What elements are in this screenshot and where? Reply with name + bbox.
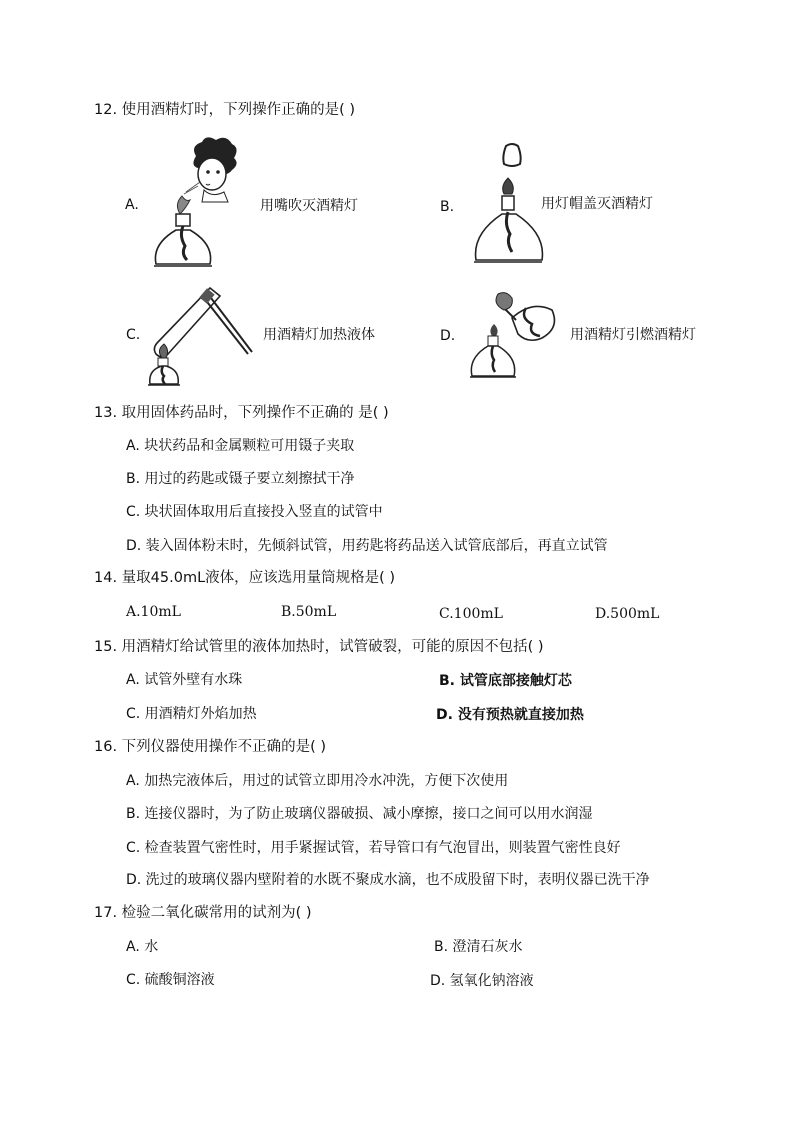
q17-option-a: A. 水 [126, 939, 159, 955]
q12-stem: 12. 使用酒精灯时，下列操作正确的是( ) [94, 102, 356, 118]
q15-option-d: D. 没有预热就直接加热 [436, 707, 584, 723]
q14-stem: 14. 量取45.0mL液体，应该选用量筒规格是( ) [94, 570, 396, 586]
q12-option-b-letter: B. [440, 199, 455, 215]
q12-option-a-letter: A. [125, 197, 139, 213]
q12-option-d-letter: D. [440, 328, 456, 344]
q12-option-c-caption: 用酒精灯加热液体 [263, 327, 375, 343]
q17-option-d: D. 氢氧化钠溶液 [430, 973, 534, 989]
q12-option-d-caption: 用酒精灯引燃酒精灯 [570, 327, 696, 343]
q16-stem: 16. 下列仪器使用操作不正确的是( ) [94, 739, 327, 755]
q13-option-b: B. 用过的药匙或镊子要立刻擦拭干净 [126, 471, 355, 487]
q12-option-b-caption: 用灯帽盖灭酒精灯 [541, 196, 653, 212]
q15-stem: 15. 用酒精灯给试管里的液体加热时，试管破裂，可能的原因不包括( ) [94, 639, 544, 655]
q17-option-c: C. 硫酸铜溶液 [126, 972, 215, 988]
q16-option-a: A. 加热完液体后，用过的试管立即用冷水冲洗，方便下次使用 [126, 773, 509, 789]
q14-option-a: A.10mL [126, 604, 181, 620]
q15-option-a: A. 试管外壁有水珠 [126, 672, 243, 688]
blow-out-lamp-illustration [146, 136, 256, 276]
q17-stem: 17. 检验二氧化碳常用的试剂为( ) [94, 905, 312, 921]
q16-option-d: D. 洗过的玻璃仪器内壁附着的水既不聚成水滴，也不成股留下时，表明仪器已洗干净 [126, 872, 650, 888]
heat-test-tube-illustration [146, 284, 256, 389]
q14-option-b: B.50mL [281, 604, 337, 620]
q15-option-b: B. 试管底部接触灯芯 [439, 673, 572, 689]
q15-option-c: C. 用酒精灯外焰加热 [126, 706, 257, 722]
q17-option-b: B. 澄清石灰水 [434, 939, 523, 955]
q12-option-c-letter: C. [126, 327, 141, 343]
q14-option-d: D.500mL [595, 606, 660, 622]
q13-option-c: C. 块状固体取用后直接投入竖直的试管中 [126, 504, 383, 520]
q14-option-c: C.100mL [439, 606, 503, 622]
lamp-cap-illustration [470, 142, 550, 272]
q12-option-a-caption: 用嘴吹灭酒精灯 [260, 198, 358, 214]
q13-option-d: D. 装入固体粉末时，先倾斜试管，用药匙将药品送入试管底部后，再直立试管 [126, 538, 608, 554]
q13-stem: 13. 取用固体药品时，下列操作不正确的 是( ) [94, 405, 389, 421]
q13-option-a: A. 块状药品和金属颗粒可用镊子夹取 [126, 438, 355, 454]
lamp-lights-lamp-illustration [468, 288, 558, 383]
q16-option-c: C. 检查装置气密性时，用手紧握试管，若导管口有气泡冒出，则装置气密性良好 [126, 840, 621, 856]
q16-option-b: B. 连接仪器时，为了防止玻璃仪器破损、减小摩擦，接口之间可以用水润湿 [126, 806, 593, 822]
